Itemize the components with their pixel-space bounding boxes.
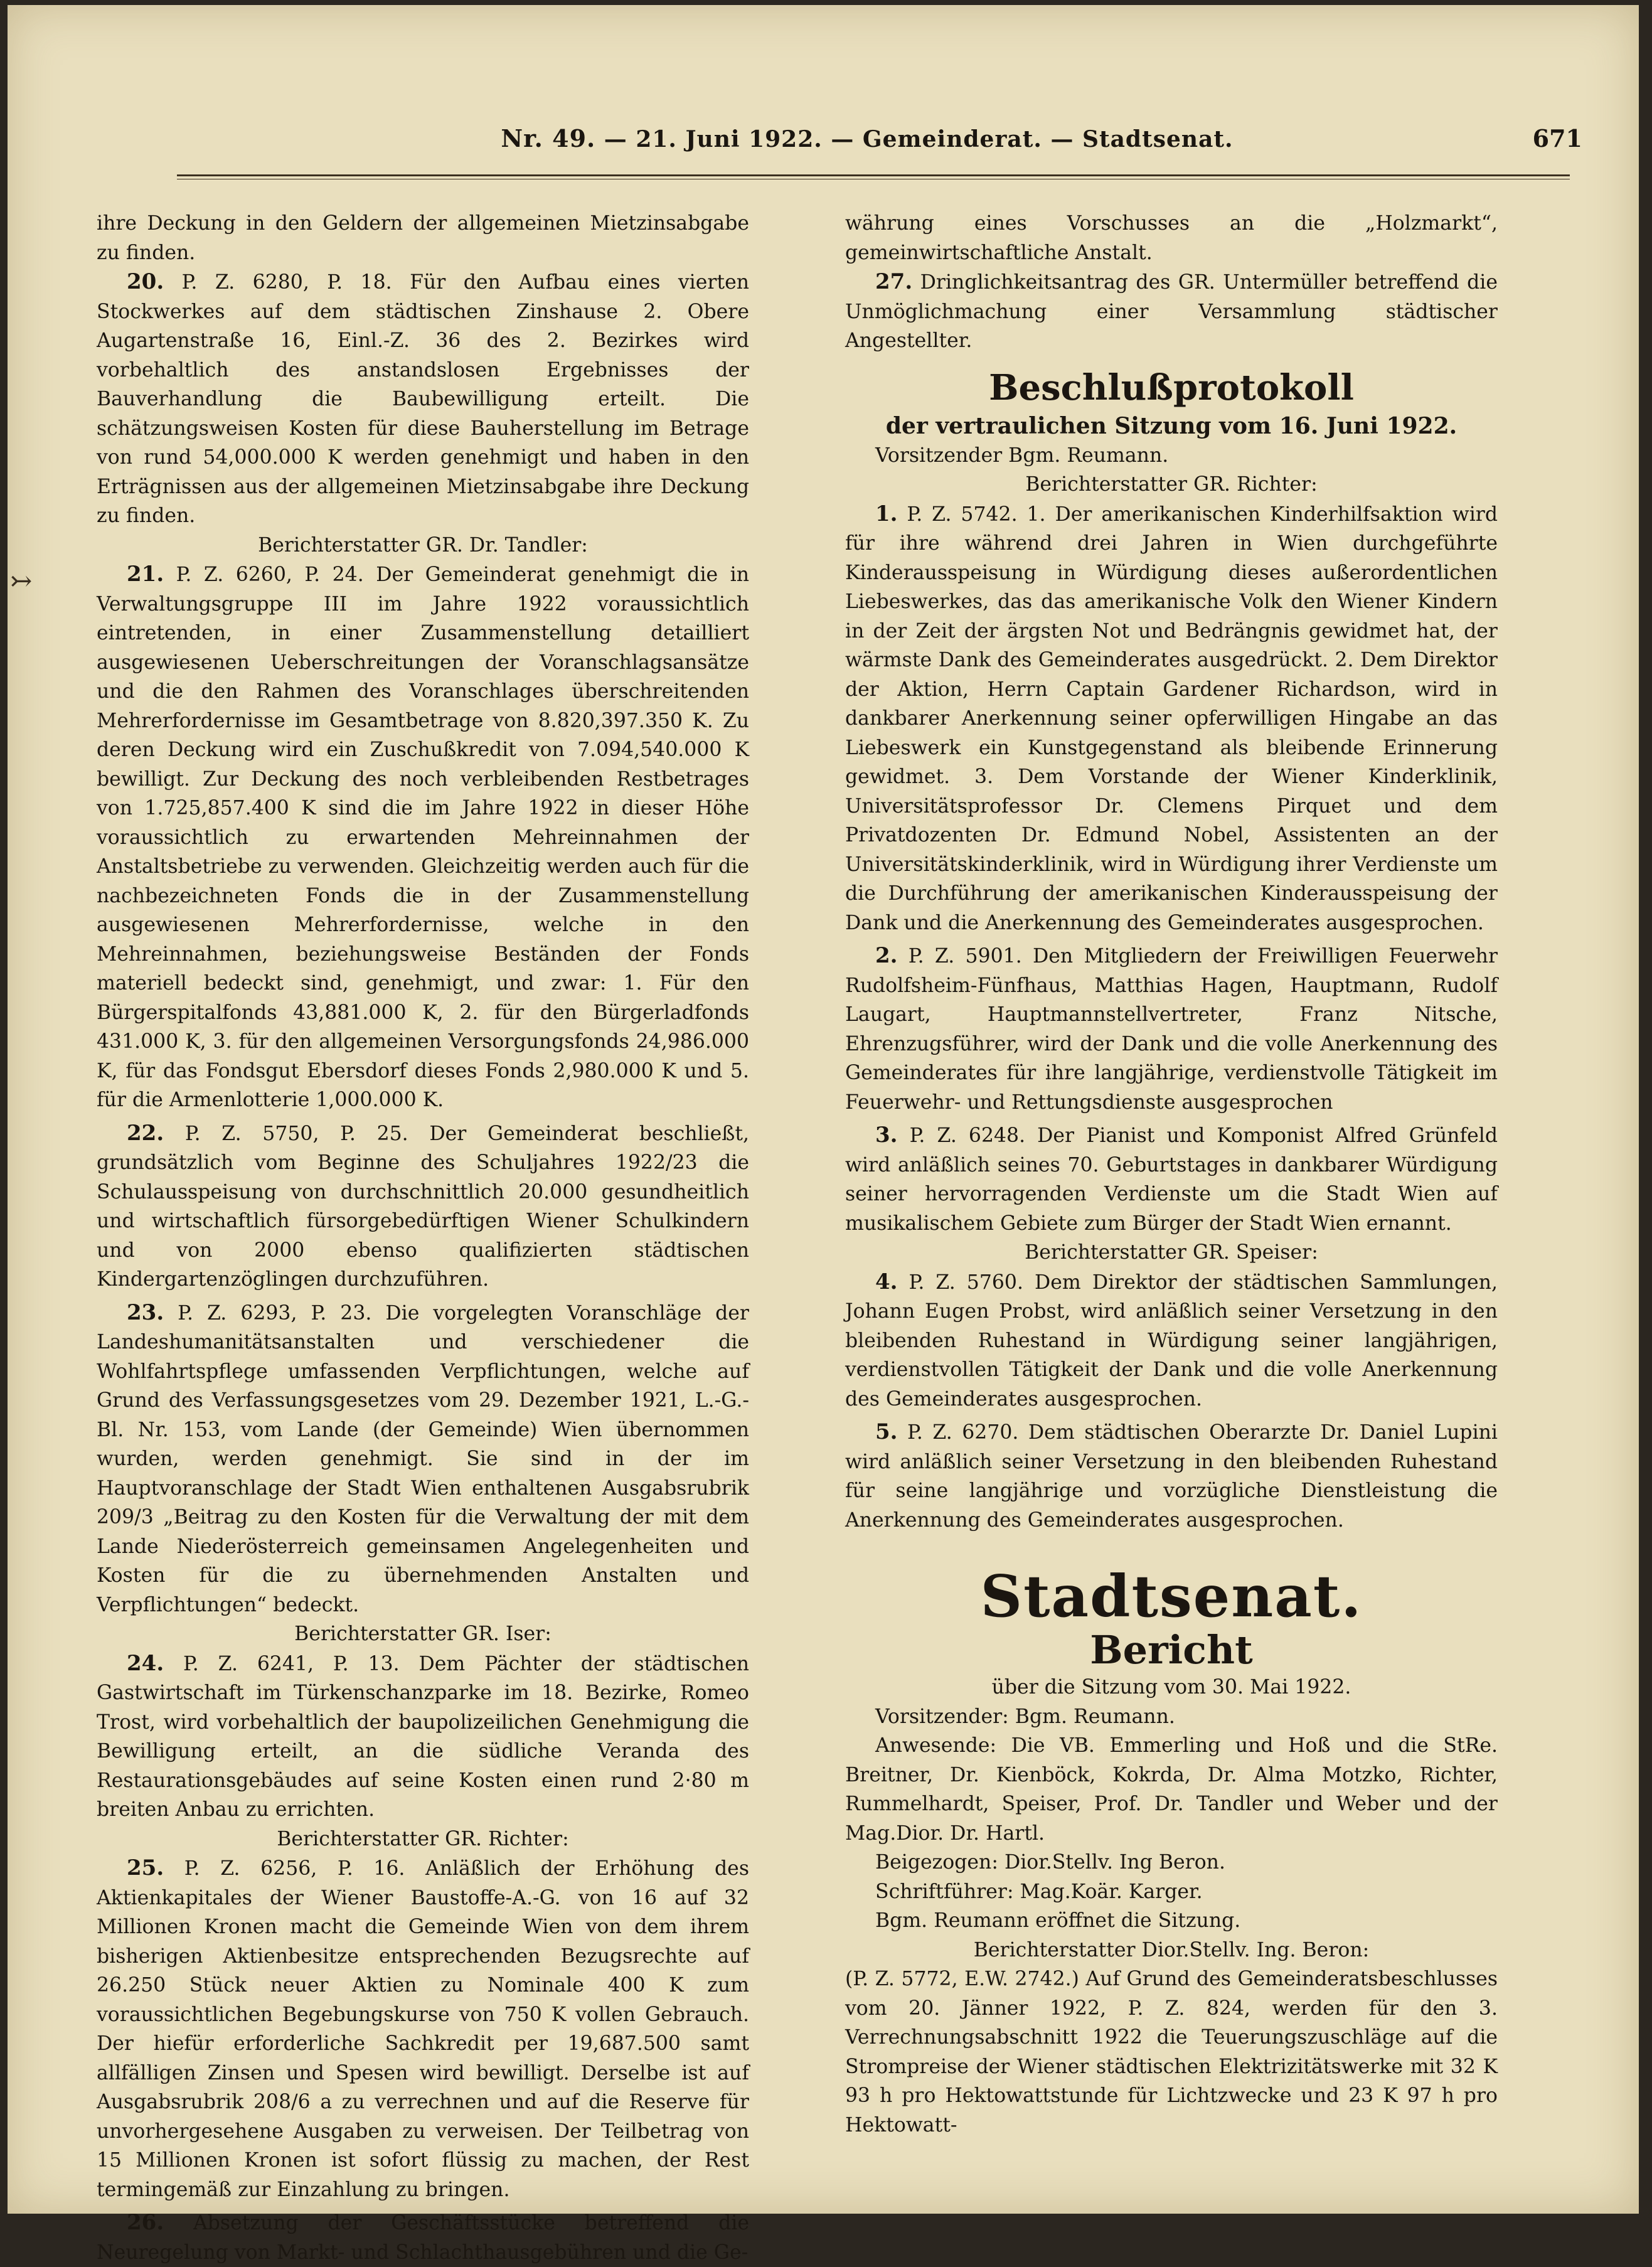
item-text: P. Z. 6280, P. 18. Für den Aufbau eines vierten Stockwerkes auf dem städtischen Zinshause 2. Obere Augartenstraße 16, Einl.-Z. 36 des 2. Bezirkes wird vorbehaltlich des anstandslosen Ergebnisses der Bauverhandlung die Baubewilligung erteilt. Die schätzungsweisen Kosten für diese Bauherstellung im Betrage von rund 54,000.000 K werden genehmigt und haben in den Erträgnissen aus der allgemeinen Mietzinsabgabe ihre Deckung zu finden.: [97, 271, 750, 527]
attendees: Anwesende: Die VB. Emmerling und Hoß und die StRe. Breitner, Dr. Kienböck, Kokrda, Dr. Alma Motzko, Richter, Rummelhardt, Speiser, Prof. Dr. Tandler und Weber und der Mag.Dior. Dr. Hartl.: [845, 1734, 1498, 1845]
item-text: P. Z. 6270. Dem städtischen Oberarzte Dr. Daniel Lupini wird anläßlich seiner Versetzung in den bleibenden Ruhestand für seine langjährige und vorzügliche Dienstleistung die Anerkennung des Gemeinderates ausgesprochen.: [845, 1421, 1498, 1532]
right-column: [845, 209, 1498, 2140]
session-date: über die Sitzung vom 30. Mai 1922.: [991, 1676, 1351, 1699]
agenda-item: [97, 2208, 749, 2267]
opening-line: Bgm. Reumann eröffnet die Sitzung.: [875, 1909, 1241, 1932]
item-text: Dringlichkeitsantrag des GR. Untermüller betreffend die Unmöglichmachung einer Versammlung städtischer Angestellter.: [845, 271, 1498, 352]
item-number: 20.: [127, 269, 164, 294]
issue-number: Nr. 49.: [501, 124, 596, 152]
stadtsenat-title: Stadtsenat.: [980, 1562, 1363, 1630]
item-text: P. Z. 5760. Dem Direktor der städtischen Sammlungen, Johann Eugen Probst, wird anläßlich seiner Versetzung in den bleibenden Ruhestand in Würdigung seiner langjährigen, verdienstvollen Tätigkeit der Dank und die volle Anerkennung des Gemeinderates ausgesprochen.: [845, 1271, 1498, 1411]
chair-line: Vorsitzender: Bgm. Reumann.: [875, 1705, 1175, 1728]
item-number: 24.: [127, 1650, 164, 1676]
reporter-line: Berichterstatter GR. Richter:: [277, 1827, 569, 1850]
item-number: 26.: [127, 2210, 164, 2235]
item-number: 3.: [875, 1123, 898, 1148]
agenda-item: [97, 1854, 749, 2204]
protocol-item: [845, 941, 1498, 1117]
newspaper-page: [8, 5, 1639, 2264]
item-number: 4.: [875, 1269, 898, 1294]
item-text: P. Z. 5750, P. 25. Der Gemeinderat beschließt, grundsätzlich vom Beginne des Schuljahres 1922/23 die Schulausspeisung von durchschnittlich 20.000 gesundheitlich und wirtschaftlich fürsorgebedürftigen Wiener Schulkindern und von 2000 ebenso qualifizierten städtischen Kindergartenzöglingen durchzuführen.: [97, 1122, 749, 1291]
agenda-item: [97, 1649, 749, 1825]
page-header: Nr. 49. — 21. Juni 1922. — Gemeinderat. — Stadtsenat.: [501, 124, 1234, 152]
agenda-item: [97, 560, 749, 1115]
page-number: 671: [1532, 124, 1582, 152]
item-text: P. Z. 6248. Der Pianist und Komponist Alfred Grünfeld wird anläßlich seines 70. Geburtstages in dankbarer Würdigung seiner hervorragenden Verdienste um die Stadt Wien auf musikalischem Gebiete zum Bürger der Stadt Wien ernannt.: [845, 1124, 1498, 1235]
section-title: Gemeinderat. — Stadtsenat.: [862, 126, 1234, 152]
secretary-line: Schriftführer: Mag.Koär. Karger.: [875, 1880, 1203, 1903]
item-number: 25.: [127, 1855, 164, 1880]
protocol-title: Beschlußprotokoll: [989, 366, 1354, 408]
reporter-line: Berichterstatter GR. Speiser:: [1025, 1241, 1318, 1264]
item-text: P. Z. 5901. Den Mitgliedern der Freiwilligen Feuerwehr Rudolfsheim-Fünfhaus, Matthias Hagen, Hauptmann, Rudolf Laugart, Hauptmannstellvertreter, Franz Nitsche, Ehrenzugsführer, wird der Dank und die volle Anerkennung des Gemeinderates für ihre langjährige, verdienstvolle Tätigkeit im Feuerwehr- und Rettungsdienste ausgesprochen: [845, 945, 1498, 1114]
reporter-line: Berichterstatter GR. Richter:: [1025, 473, 1318, 496]
item-number: 27.: [875, 269, 913, 294]
agenda-item: [97, 1119, 749, 1294]
reporter-line: Berichterstatter GR. Dr. Tandler:: [258, 533, 588, 557]
protocol-subtitle: der vertraulichen Sitzung vom 16. Juni 1922.: [885, 412, 1457, 439]
report-body: (P. Z. 5772, E.W. 2742.) Auf Grund des Gemeinderatsbeschlusses vom 20. Jänner 1922, P. Z. 824, werden für den 3. Verrechnungsabschnitt 1922 die Teuerungszuschläge auf die Strompreise der Wiener städtischen Elektrizitätswerke mit 32 K 93 h pro Hektowattstunde für Lichtzwecke und 23 K 97 h pro Hektowatt-: [845, 1968, 1498, 2136]
item-text: P. Z. 5742. 1. Der amerikanischen Kinderhilfsaktion wird für ihre während drei Jahren in Wien durchgeführte Kinderausspeisung in Würdigung dieses außerordentlichen Liebeswerkes, das das amerikanische Volk den Wiener Kindern in der Zeit der ärgsten Not und Bedrängnis gewidmet hat, der wärmste Dank des Gemeinderates ausgedrückt. 2. Dem Direktor der Aktion, Herrn Captain Gardener Richardson, wird in dankbarer Anerkennung seiner opferwilligen Hingabe an das Liebeswerk ein Kunstgegenstand als bleibende Erinnerung gewidmet. 3. Dem Vorstande der Wiener Kinderklinik, Universitätsprofessor Dr. Clemens Pirquet und dem Privatdozenten Dr. Edmund Nobel, Assistenten an der Universitätskinderklinik, wird in Würdigung ihrer Verdienste um die Durchführung der amerikanischen Kinderausspeisung der Dank und die Anerkennung des Gemeinderates ausgesprochen.: [845, 503, 1498, 934]
protocol-item: [845, 1121, 1498, 1238]
protocol-chair: Vorsitzender Bgm. Reumann.: [875, 444, 1169, 467]
item-text: P. Z. 6256, P. 16. Anläßlich der Erhöhung des Aktienkapitales der Wiener Baustoffe-A.-G. von 16 auf 32 Millionen Kronen macht die Gemeinde Wien von dem ihrem bisherigen Aktienbesitze entsprechenden Bezugsrechte auf 26.250 Stück neuer Aktien zu Nominale 400 K zum voraussichtlichen Begebungskurse von 750 K vollen Gebrauch. Der hiefür erforderliche Sachkredit per 19,687.500 samt allfälligen Zinsen und Spesen wird bewilligt. Derselbe ist auf Ausgabsrubrik 208/6 a zu verrechnen und auf die Reserve für unvorhergesehene Ausgaben zu verweisen. Der Teilbetrag von 15 Millionen Kronen ist sofort flüssig zu machen, der Rest termingemäß zur Einzahlung zu bringen.: [97, 1857, 749, 2201]
attending-line: Beigezogen: Dior.Stellv. Ing Beron.: [875, 1851, 1225, 1874]
protocol-item: [845, 499, 1498, 938]
item-text: Absetzung der Geschäftsstücke betreffend die Neuregelung von Markt- und Schlachthausgebühren und die Ge-: [97, 2212, 749, 2264]
protocol-item: [845, 1417, 1498, 1535]
reporter-line: Berichterstatter GR. Iser:: [294, 1623, 552, 1645]
item-text: P. Z. 6260, P. 24. Der Gemeinderat genehmigt die in Verwaltungsgruppe III im Jahre 1922 voraussichtlich eintretenden, in einer Zusammenstellung detailliert ausgewiesenen Ueberschreitungen der Voranschlagsansätze und die den Rahmen des Voranschlages überschreitenden Mehrerfordernisse im Gesamtbetrage von 8.820,397.350 K. Zu deren Deckung wird ein Zuschußkredit von 7.094,540.000 K bewilligt. Zur Deckung des noch verbleibenden Restbetrages von 1.725,857.400 K sind die im Jahre 1922 in dieser Höhe voraussichtlich zu erwartenden Mehreinnahmen der Anstaltsbetriebe zu verwenden. Gleichzeitig werden auch für die nachbezeichneten Fonds die in der Zusammenstellung ausgewiesenen Mehrerfordernisse, welche in den Mehreinnahmen, beziehungsweise Beständen der Fonds materiell bedeckt sind, genehmigt, und zwar: 1. Für den Bürgerspitalfonds 43,881.000 K, 2. für den Bürgerladfonds 431.000 K, 3. für den allgemeinen Versorgungsfonds 24,986.000 K, für das Fondsgut Ebersdorf dieses Fonds 2,980.000 K und 5. für die Armenlotterie 1,000.000 K.: [97, 563, 749, 1111]
header-rule: [177, 174, 1570, 179]
item-text: P. Z. 6293, P. 23. Die vorgelegten Voranschläge der Landeshumanitätsanstalten und verschiedener die Wohlfahrtspflege umfassenden Verpflichtungen, welche auf Grund des Verfassungsgesetzes vom 29. Dezember 1921, L.-G.-Bl. Nr. 153, vom Lande (der Gemeinde) Wien übernommen wurden, werden genehmigt. Sie sind in der im Hauptvoranschlage der Stadt Wien enthaltenen Ausgabsrubrik 209/3 „Beitrag zu den Kosten für die Verwaltung der mit dem Lande Niederösterreich gemeinsamen Angelegenheiten und Kosten für die zu übernehmenden Anstalten und Verpflichtungen“ bedeckt.: [97, 1301, 749, 1616]
bericht-title: Bericht: [1090, 1627, 1253, 1673]
item-number: 23.: [127, 1299, 164, 1325]
left-column: [97, 209, 749, 2267]
item-text: P. Z. 6241, P. 13. Dem Pächter der städtischen Gastwirtschaft im Türkenschanzparke im 18. Bezirke, Romeo Trost, wird vorbehaltlich der baupolizeilichen Genehmigung die Bewilligung erteilt, an die südliche Veranda des Restaurationsgebäudes auf seine Kosten einen rund 2·80 m breiten Anbau zu errichten.: [97, 1652, 749, 1821]
reporter-line: Berichterstatter Dior.Stellv. Ing. Beron:: [973, 1938, 1370, 1961]
agenda-item: [845, 267, 1498, 356]
margin-arrow-mark: ↣: [10, 565, 33, 596]
paragraph: währung eines Vorschusses an die „Holzmarkt“, gemeinwirtschaftliche Anstalt.: [845, 212, 1498, 264]
item-number: 2.: [875, 943, 898, 968]
item-number: 5.: [875, 1419, 898, 1444]
paragraph: ihre Deckung in den Geldern der allgemeinen Mietzinsabgabe zu finden.: [97, 212, 749, 264]
protocol-item: [845, 1267, 1498, 1414]
item-number: 1.: [875, 501, 898, 526]
item-number: 22.: [127, 1120, 164, 1146]
agenda-item: [97, 267, 749, 531]
issue-date: 21. Juni 1922.: [636, 126, 823, 152]
agenda-item: [97, 1298, 749, 1620]
item-number: 21.: [127, 562, 164, 587]
